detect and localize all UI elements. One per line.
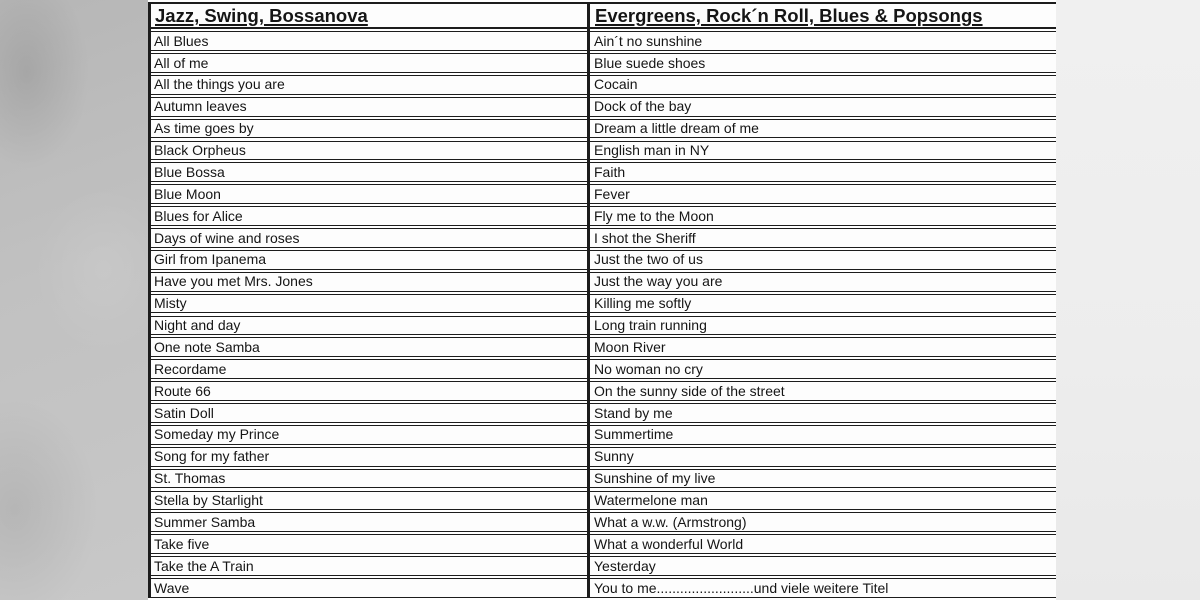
column-header-evergreens: Evergreens, Rock´n Roll, Blues & Popsongs bbox=[588, 2, 1056, 29]
song-row: Blue Bossa bbox=[148, 162, 588, 182]
song-row: What a wonderful World bbox=[588, 534, 1056, 554]
song-row: Fever bbox=[588, 184, 1056, 204]
song-row: Wave bbox=[148, 578, 588, 598]
song-row: Summer Samba bbox=[148, 512, 588, 532]
song-row: Dream a little dream of me bbox=[588, 119, 1056, 139]
song-row: Long train running bbox=[588, 316, 1056, 336]
song-row: Night and day bbox=[148, 316, 588, 336]
song-row: Autumn leaves bbox=[148, 97, 588, 117]
song-row: As time goes by bbox=[148, 119, 588, 139]
song-row: Route 66 bbox=[148, 381, 588, 401]
song-row: Stand by me bbox=[588, 403, 1056, 423]
right-margin bbox=[1056, 0, 1200, 600]
song-row: Take five bbox=[148, 534, 588, 554]
song-row: Yesterday bbox=[588, 556, 1056, 576]
song-row: One note Samba bbox=[148, 337, 588, 357]
song-row: On the sunny side of the street bbox=[588, 381, 1056, 401]
song-row: Dock of the bay bbox=[588, 97, 1056, 117]
left-margin bbox=[0, 0, 148, 600]
song-row: Have you met Mrs. Jones bbox=[148, 272, 588, 292]
song-row: Summertime bbox=[588, 425, 1056, 445]
song-row: Blue suede shoes bbox=[588, 53, 1056, 73]
song-row: Fly me to the Moon bbox=[588, 206, 1056, 226]
song-row: Song for my father bbox=[148, 447, 588, 467]
song-list-evergreens bbox=[588, 29, 1056, 598]
song-row: No woman no cry bbox=[588, 359, 1056, 379]
column-jazz-swing-bossanova bbox=[148, 2, 588, 598]
song-row: Watermelone man bbox=[588, 491, 1056, 511]
song-list-jazz bbox=[148, 29, 588, 598]
song-row: Girl from Ipanema bbox=[148, 250, 588, 270]
song-row: Someday my Prince bbox=[148, 425, 588, 445]
song-row: Misty bbox=[148, 294, 588, 314]
songlist-table bbox=[148, 0, 1056, 600]
table-columns bbox=[148, 2, 1056, 598]
song-row: Blues for Alice bbox=[148, 206, 588, 226]
song-row: Ain´t no sunshine bbox=[588, 31, 1056, 51]
song-row: Satin Doll bbox=[148, 403, 588, 423]
song-row: Just the way you are bbox=[588, 272, 1056, 292]
song-row: Recordame bbox=[148, 359, 588, 379]
song-row: Cocain bbox=[588, 75, 1056, 95]
song-row: What a w.w. (Armstrong) bbox=[588, 512, 1056, 532]
song-row: Days of wine and roses bbox=[148, 228, 588, 248]
song-row: All of me bbox=[148, 53, 588, 73]
song-row: Sunshine of my live bbox=[588, 469, 1056, 489]
song-row: Faith bbox=[588, 162, 1056, 182]
song-row: All Blues bbox=[148, 31, 588, 51]
song-row: English man in NY bbox=[588, 141, 1056, 161]
song-row: Stella by Starlight bbox=[148, 491, 588, 511]
song-row: You to me.........................und viele weitere Titel bbox=[588, 578, 1056, 598]
song-row: Black Orpheus bbox=[148, 141, 588, 161]
song-row: Just the two of us bbox=[588, 250, 1056, 270]
column-divider bbox=[587, 2, 590, 598]
song-row: All the things you are bbox=[148, 75, 588, 95]
song-row: I shot the Sheriff bbox=[588, 228, 1056, 248]
table-left-border bbox=[148, 2, 151, 598]
song-row: St. Thomas bbox=[148, 469, 588, 489]
song-row: Take the A Train bbox=[148, 556, 588, 576]
song-row: Killing me softly bbox=[588, 294, 1056, 314]
song-row: Sunny bbox=[588, 447, 1056, 467]
song-row: Blue Moon bbox=[148, 184, 588, 204]
column-evergreens-rocknroll bbox=[588, 2, 1056, 598]
column-header-jazz: Jazz, Swing, Bossanova bbox=[148, 2, 588, 29]
song-row: Moon River bbox=[588, 337, 1056, 357]
